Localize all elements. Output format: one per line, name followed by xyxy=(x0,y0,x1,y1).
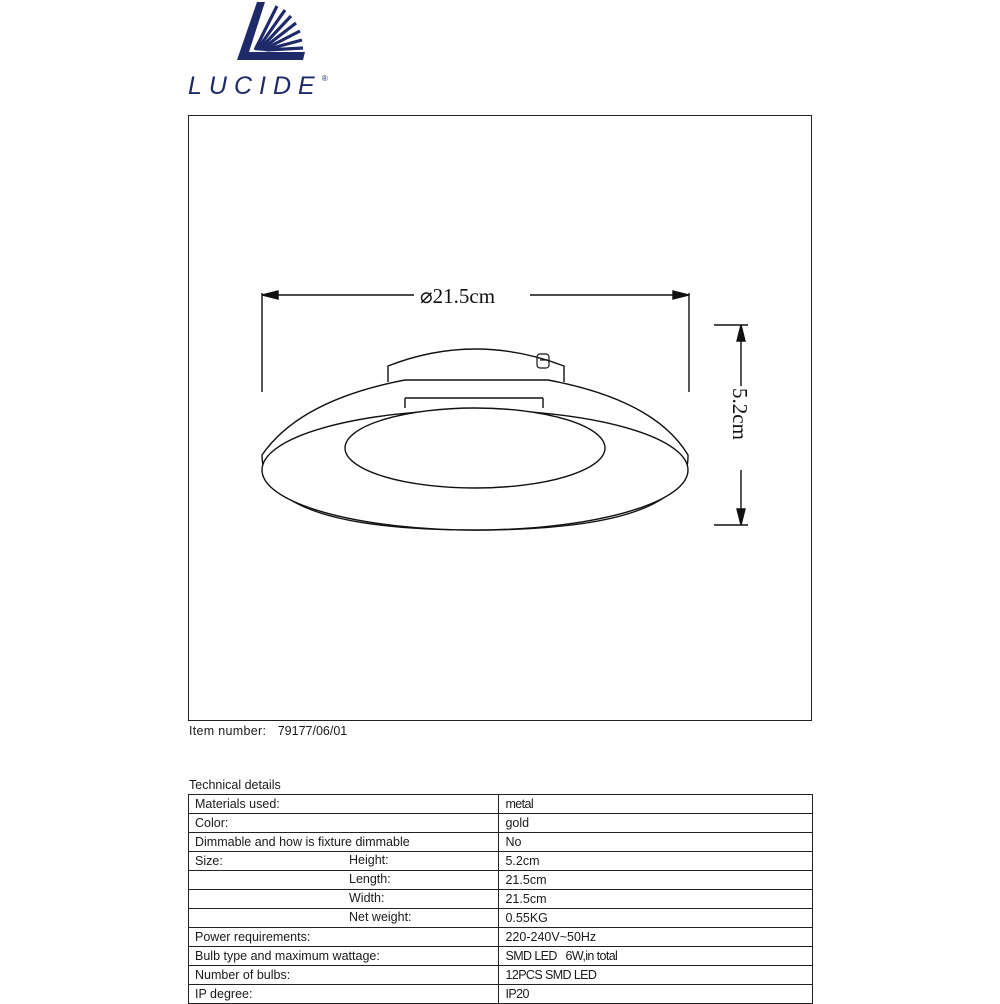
table-row xyxy=(189,833,813,852)
row-label: Color: xyxy=(195,815,229,830)
row-label: Bulb type and maximum wattage: xyxy=(195,948,380,963)
row-label: Dimmable and how is fixture dimmable xyxy=(195,834,410,849)
item-number-label: Item number: xyxy=(189,724,267,738)
row-label: Materials used: xyxy=(195,796,280,811)
technical-details-title: Technical details xyxy=(189,778,281,792)
row-value: IP20 xyxy=(499,985,813,1004)
row-value: 21.5cm xyxy=(499,871,813,890)
row-value: No xyxy=(499,833,813,852)
table-row xyxy=(189,852,813,871)
table-row xyxy=(189,928,813,947)
row-sub-label: Width: xyxy=(349,891,385,905)
row-value: 0.55KG xyxy=(499,909,813,928)
row-label: Number of bulbs: xyxy=(195,967,291,982)
table-row xyxy=(189,947,813,966)
row-sub-label: Net weight: xyxy=(349,910,412,924)
row-value: metal xyxy=(499,795,813,814)
table-row xyxy=(189,909,813,928)
row-value: SMD LED 6W,in total xyxy=(499,947,813,966)
row-label: Power requirements: xyxy=(195,929,311,944)
technical-details-table xyxy=(188,794,813,1004)
row-value: 220-240V~50Hz xyxy=(499,928,813,947)
row-value: gold xyxy=(499,814,813,833)
row-label: Size: xyxy=(195,853,223,868)
table-row xyxy=(189,871,813,890)
row-value: 5.2cm xyxy=(499,852,813,871)
row-value: 21.5cm xyxy=(499,890,813,909)
brand-name-text: LUCIDE xyxy=(188,72,322,100)
diameter-label: ⌀21.5cm xyxy=(420,284,496,308)
table-row xyxy=(189,814,813,833)
table-row xyxy=(189,890,813,909)
table-row xyxy=(189,985,813,1004)
row-value: 12PCS SMD LED xyxy=(499,966,813,985)
height-label: 5.2cm xyxy=(728,388,752,440)
row-sub-label: Height: xyxy=(349,853,389,867)
registered-mark: ® xyxy=(321,74,328,83)
row-sub-label: Length: xyxy=(349,872,391,886)
row-label: IP degree: xyxy=(195,986,253,1001)
table-row xyxy=(189,795,813,814)
table-row xyxy=(189,966,813,985)
fixture-outline xyxy=(262,349,688,530)
item-number-row xyxy=(189,724,347,738)
item-number-value: 79177/06/01 xyxy=(277,724,348,738)
